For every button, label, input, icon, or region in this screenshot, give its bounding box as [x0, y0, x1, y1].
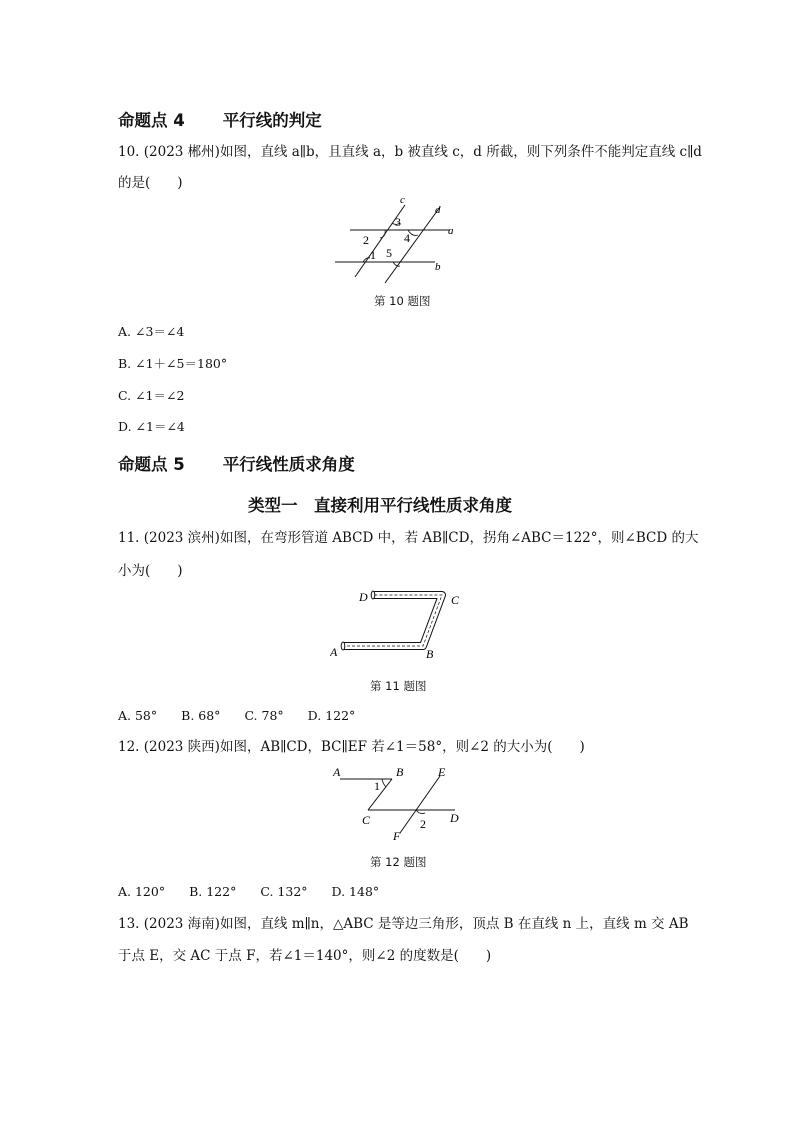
option-b: B. 68° — [181, 708, 221, 723]
label-c: C — [451, 593, 460, 607]
section-title: 平行线的判定 — [222, 111, 322, 130]
angle-label-4: 4 — [404, 231, 410, 245]
angle-label-2: 2 — [363, 233, 369, 247]
label-e: E — [438, 765, 446, 779]
option-d: D. 122° — [307, 708, 356, 723]
option-b: B. 122° — [189, 884, 237, 899]
option-a: A. 58° — [118, 708, 158, 723]
caption-q12: 第 12 题图 — [370, 855, 427, 869]
question-13-line-1: 13. (2023 海南)如图，直线 m∥n，△ABC 是等边三角形，顶点 B 在直线 n 上，直线 m 交 AB — [118, 916, 689, 932]
angle-label-5: 5 — [386, 246, 392, 260]
line-d — [385, 207, 440, 283]
option-a: A. 120° — [118, 884, 166, 899]
angle-label-1: 1 — [374, 779, 380, 793]
label-a: a — [448, 225, 454, 237]
label-b: B — [396, 765, 404, 779]
figure-q12 — [330, 760, 470, 848]
label-a: A — [330, 645, 338, 659]
options-q12 — [118, 884, 403, 899]
label-c: c — [400, 195, 405, 206]
segment-bc — [368, 779, 392, 810]
section-title: 平行线性质求角度 — [222, 455, 355, 474]
option-c: C. 132° — [260, 884, 308, 899]
question-11-line-2: 小为( ) — [118, 563, 183, 579]
caption-q11: 第 11 题图 — [370, 679, 427, 693]
option-d: D. 148° — [331, 884, 380, 899]
question-10-line-2: 的是( ) — [118, 175, 183, 191]
option-b: B. ∠1＋∠5＝180° — [118, 356, 228, 371]
figure-q11 — [330, 585, 470, 665]
label-f: F — [393, 829, 401, 843]
label-b: b — [435, 261, 441, 273]
label-b: B — [426, 647, 434, 661]
question-12-line-1: 12. (2023 陕西)如图，AB∥CD，BC∥EF 若∠1＝58°，则∠2 的大小为( ) — [118, 739, 585, 755]
section-heading-4 — [118, 107, 322, 131]
question-11-line-1: 11. (2023 滨州)如图，在弯形管道 ABCD 中，若 AB∥CD，拐角∠ABC＝122°，则∠BCD 的大 — [118, 530, 699, 546]
question-10-line-1: 10. (2023 郴州)如图，直线 a∥b，且直线 a，b 被直线 c，d 所截，则下列条件不能判定直线 c∥d — [118, 144, 702, 160]
angle-label-3: 3 — [395, 215, 401, 229]
caption-q10: 第 10 题图 — [374, 294, 431, 308]
option-c: C. 78° — [244, 708, 284, 723]
options-q11 — [118, 708, 379, 723]
section-label: 命题点 4 — [118, 111, 185, 130]
label-d: D — [359, 590, 368, 604]
label-c: C — [362, 813, 371, 827]
option-d: D. ∠1＝∠4 — [118, 419, 185, 434]
section-heading-5 — [118, 451, 355, 475]
label-a: A — [333, 765, 341, 779]
label-d: D — [450, 811, 459, 825]
figure-q10 — [330, 195, 470, 287]
type-heading: 类型一 直接利用平行线性质求角度 — [248, 496, 512, 515]
option-c: C. ∠1＝∠2 — [118, 388, 185, 403]
angle-label-2: 2 — [420, 817, 426, 831]
label-d: d — [435, 204, 441, 216]
section-label: 命题点 5 — [118, 455, 185, 474]
option-a: A. ∠3＝∠4 — [118, 324, 185, 339]
question-13-line-2: 于点 E，交 AC 于点 F，若∠1＝140°，则∠2 的度数是( ) — [118, 948, 492, 964]
angle-label-1: 1 — [370, 248, 376, 262]
